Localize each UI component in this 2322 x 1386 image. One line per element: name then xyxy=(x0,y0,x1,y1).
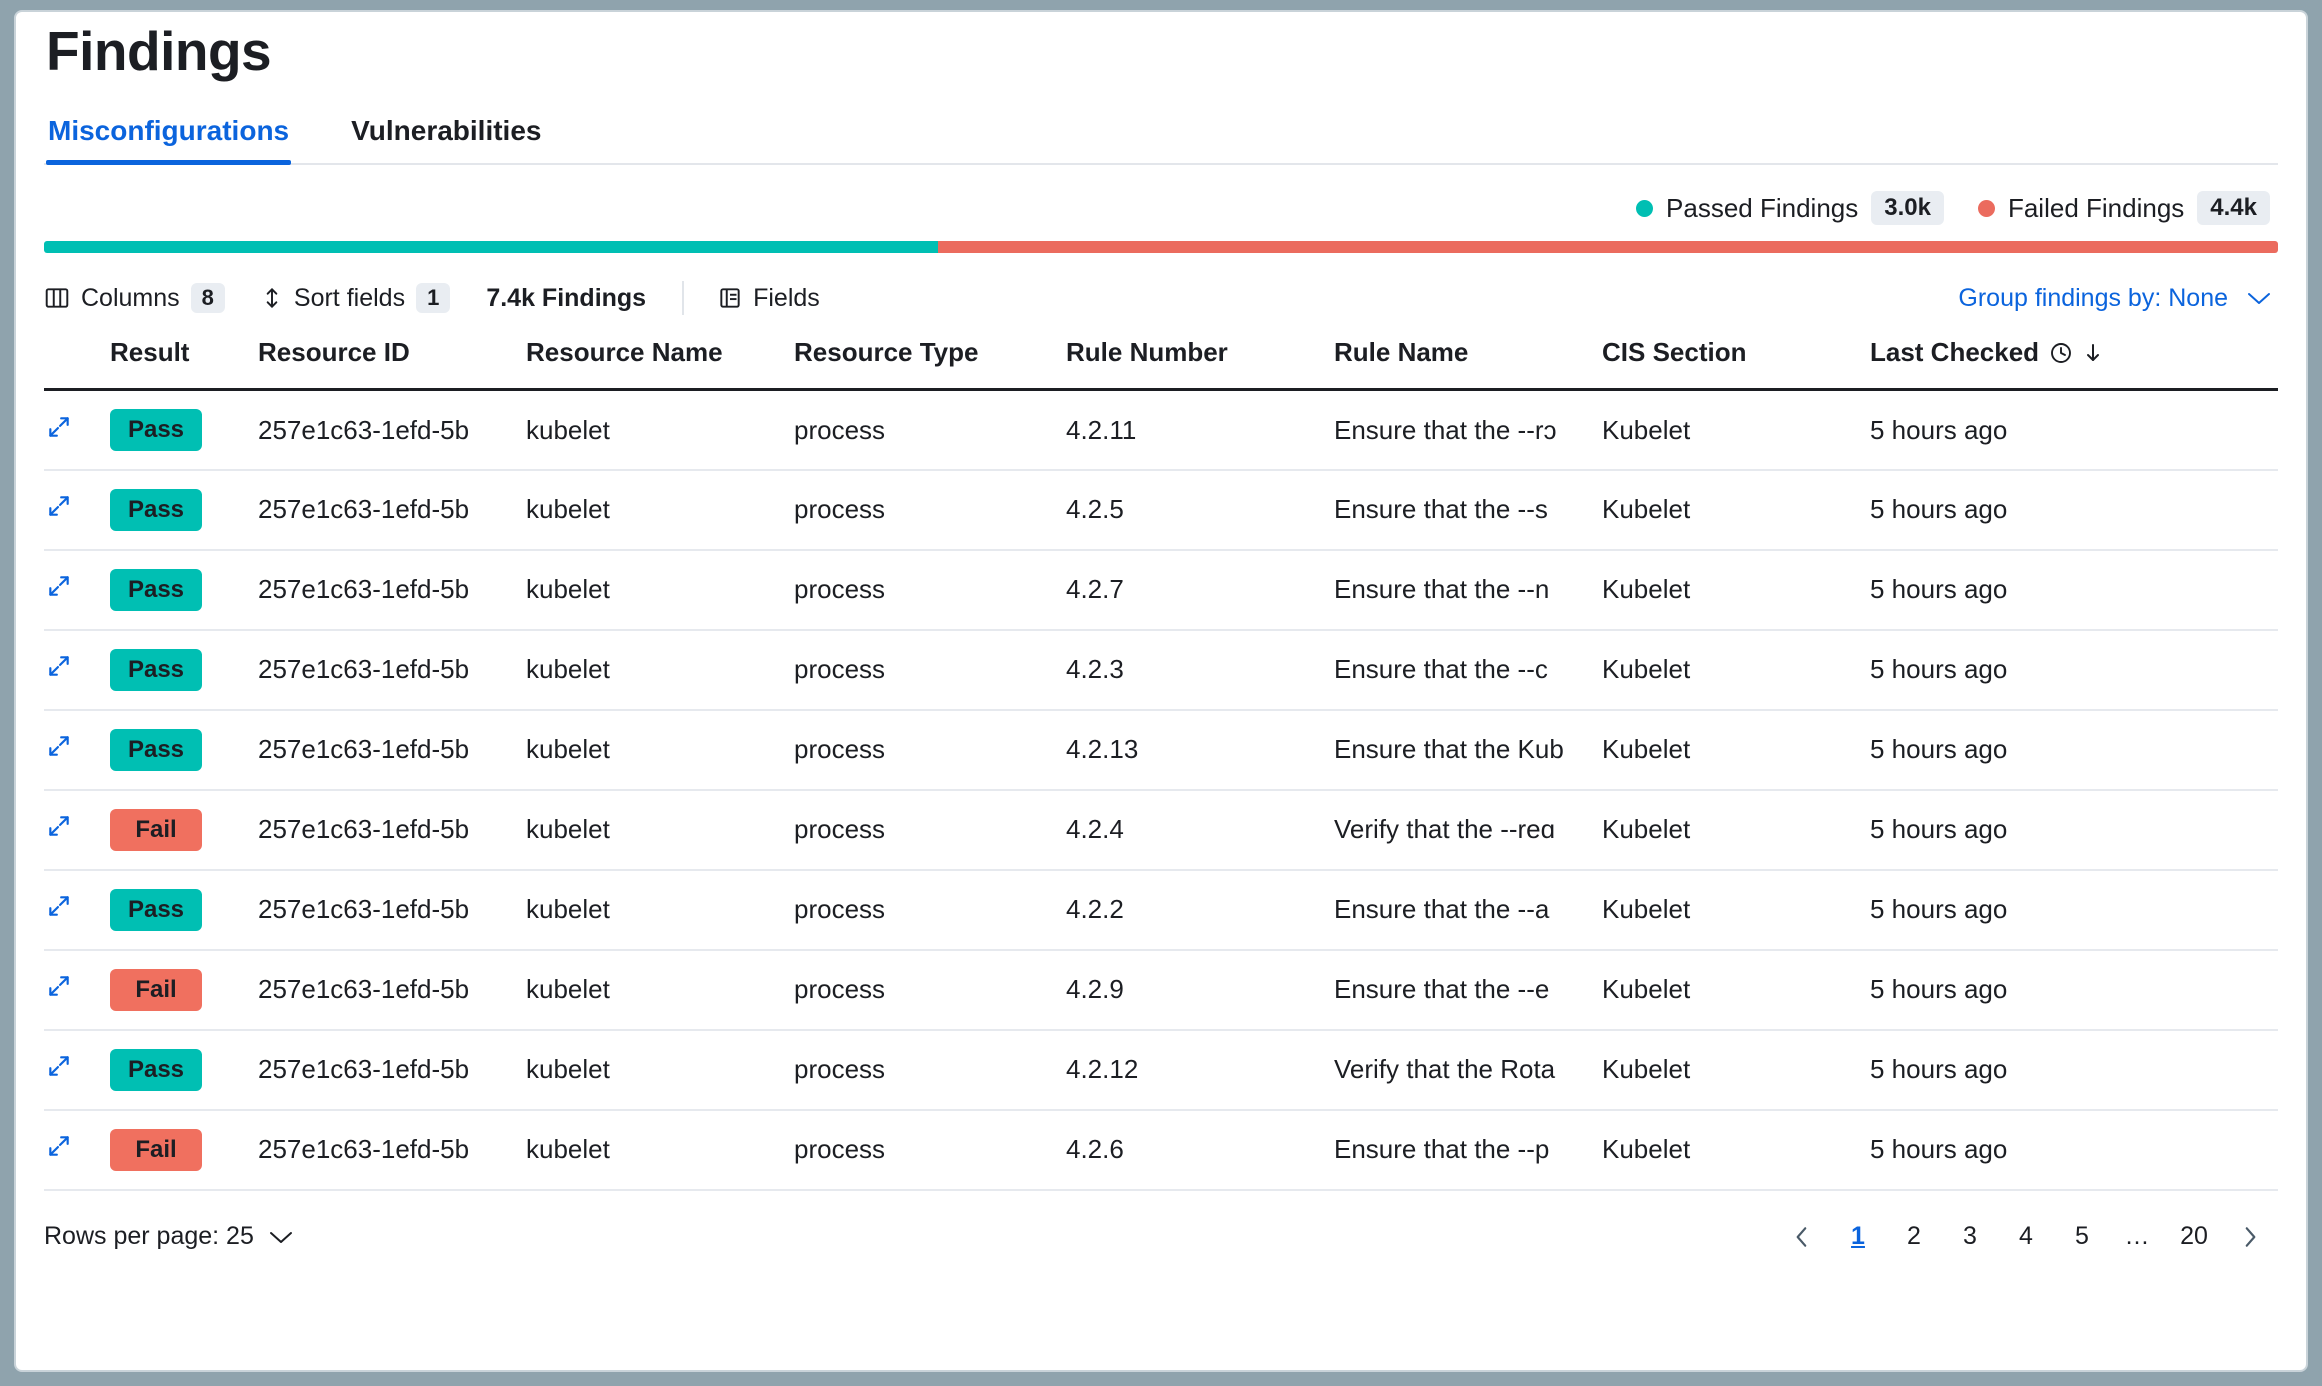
expand-row-icon[interactable] xyxy=(44,813,72,839)
rule-name-cell xyxy=(1334,710,1602,790)
rule-number-cell xyxy=(1066,1030,1334,1110)
resource-name-cell-text: kubelet xyxy=(526,654,610,685)
last-checked-cell xyxy=(1870,1110,2278,1190)
status-badge: Pass xyxy=(110,889,202,931)
rule-name-cell xyxy=(1334,470,1602,550)
cis-section-cell xyxy=(1602,870,1870,950)
rule-number-cell xyxy=(1066,630,1334,710)
resource-name-cell xyxy=(526,550,794,630)
cis-section-cell xyxy=(1602,550,1870,630)
fields-label: Fields xyxy=(753,283,820,312)
status-badge: Fail xyxy=(110,809,202,851)
resource-id-cell xyxy=(258,790,526,870)
resource-name-cell-text: kubelet xyxy=(526,1134,610,1165)
rule-name-cell-text: Ensure that the --c xyxy=(1334,654,1548,685)
rule-number-cell xyxy=(1066,470,1334,550)
last-checked-cell xyxy=(1870,470,2278,550)
cis-section-cell-text: Kubelet xyxy=(1602,814,1691,845)
header-resource-type[interactable]: Resource Type xyxy=(794,337,1066,390)
header-last-checked-label: Last Checked xyxy=(1870,337,2040,368)
cis-section-cell-text: Kubelet xyxy=(1602,494,1691,525)
page-button-4[interactable]: 4 xyxy=(2019,1222,2033,1251)
cis-section-cell-text: Kubelet xyxy=(1602,974,1691,1005)
rows-per-page-dropdown[interactable] xyxy=(44,1222,294,1251)
expand-cell xyxy=(44,630,110,710)
table-footer xyxy=(44,1213,2278,1261)
page-button-3[interactable]: 3 xyxy=(1963,1222,1977,1251)
cis-section-cell-text: Kubelet xyxy=(1602,654,1691,685)
rule-name-cell xyxy=(1334,1110,1602,1190)
columns-count-badge: 8 xyxy=(191,283,225,313)
resource-type-cell-text: process xyxy=(794,894,886,925)
rule-name-cell-text: Ensure that the --n xyxy=(1334,574,1550,605)
findings-count: 7.4k Findings xyxy=(486,283,647,312)
rule-name-cell-text: Ensure that the --e xyxy=(1334,974,1550,1005)
resource-type-cell xyxy=(794,630,1066,710)
resource-id-cell xyxy=(258,630,526,710)
last-checked-cell xyxy=(1870,870,2278,950)
expand-cell xyxy=(44,790,110,870)
table-row[interactable] xyxy=(44,950,2278,1030)
header-last-checked[interactable] xyxy=(1870,337,2278,390)
resource-type-cell-text: process xyxy=(794,1054,886,1085)
failed-dot-icon xyxy=(1978,200,1995,217)
result-cell xyxy=(110,1030,258,1110)
result-cell xyxy=(110,390,258,470)
resource-type-cell-text: process xyxy=(794,1134,886,1165)
rule-number-cell-text: 4.2.4 xyxy=(1066,814,1124,845)
resource-type-cell-text: process xyxy=(794,574,886,605)
legend-passed-label: Passed Findings xyxy=(1666,192,1859,223)
next-page-button[interactable] xyxy=(2226,1213,2274,1261)
resource-type-cell-text: process xyxy=(794,974,886,1005)
table-toolbar xyxy=(44,281,2278,315)
legend-failed[interactable] xyxy=(1978,191,2270,225)
rule-name-cell xyxy=(1334,390,1602,470)
tab-bar xyxy=(44,115,2278,165)
rows-per-page-label: Rows per page: 25 xyxy=(44,1222,254,1251)
expand-cell xyxy=(44,390,110,470)
legend-failed-label: Failed Findings xyxy=(2007,192,2185,223)
resource-id-cell-text: 257e1c63-1efd-5b xyxy=(258,574,470,605)
resource-id-cell-text: 257e1c63-1efd-5b xyxy=(258,894,470,925)
rule-number-cell-text: 4.2.6 xyxy=(1066,1134,1124,1165)
header-resource-name[interactable]: Resource Name xyxy=(526,337,794,390)
last-checked-cell-text: 5 hours ago xyxy=(1870,734,2008,765)
cis-section-cell-text: Kubelet xyxy=(1602,414,1691,445)
tab-misconfigurations[interactable]: Misconfigurations xyxy=(46,115,291,163)
cis-section-cell-text: Kubelet xyxy=(1602,894,1691,925)
rule-number-cell xyxy=(1066,1110,1334,1190)
result-cell xyxy=(110,710,258,790)
cis-section-cell xyxy=(1602,710,1870,790)
rule-number-cell-text: 4.2.11 xyxy=(1066,414,1137,445)
sort-fields-button[interactable] xyxy=(261,283,450,313)
expand-cell xyxy=(44,870,110,950)
resource-type-cell-text: process xyxy=(794,734,886,765)
cis-section-cell-text: Kubelet xyxy=(1602,1134,1691,1165)
rule-name-cell-text: Ensure that the --p xyxy=(1334,1134,1550,1165)
rule-name-cell-text: Ensure that the --s xyxy=(1334,494,1548,525)
rule-name-cell xyxy=(1334,550,1602,630)
page-title: Findings xyxy=(46,20,272,82)
resource-name-cell-text: kubelet xyxy=(526,974,610,1005)
rule-number-cell-text: 4.2.12 xyxy=(1066,1054,1139,1085)
page-ellipsis: … xyxy=(2124,1222,2152,1251)
table-row[interactable] xyxy=(44,710,2278,790)
pagination xyxy=(1774,1213,2278,1261)
last-checked-cell-text: 5 hours ago xyxy=(1870,1134,2008,1165)
findings-app-window xyxy=(14,10,2308,1372)
pass-fail-bar xyxy=(44,241,2278,253)
expand-row-icon[interactable] xyxy=(44,1053,72,1079)
resource-name-cell-text: kubelet xyxy=(526,894,610,925)
resource-type-cell xyxy=(794,1110,1066,1190)
result-cell xyxy=(110,470,258,550)
result-cell xyxy=(110,1110,258,1190)
resource-name-cell xyxy=(526,790,794,870)
rule-name-cell-text: Ensure that the Kub xyxy=(1334,734,1564,765)
expand-cell xyxy=(44,1110,110,1190)
resource-name-cell-text: kubelet xyxy=(526,1054,610,1085)
resource-type-cell xyxy=(794,870,1066,950)
last-checked-cell xyxy=(1870,710,2278,790)
pass-bar-segment xyxy=(44,241,938,253)
resource-name-cell xyxy=(526,390,794,470)
sort-fields-label: Sort fields xyxy=(293,283,406,312)
rule-number-cell-text: 4.2.2 xyxy=(1066,894,1124,925)
columns-icon xyxy=(44,285,70,311)
rule-name-cell xyxy=(1334,1030,1602,1110)
expand-row-icon[interactable] xyxy=(44,973,72,999)
expand-row-icon[interactable] xyxy=(44,893,72,919)
expand-row-icon[interactable] xyxy=(44,493,72,519)
resource-type-cell-text: process xyxy=(794,654,886,685)
findings-legend xyxy=(44,191,2278,225)
table-body xyxy=(44,390,2278,1190)
rule-name-cell-text: Verify that the Rota xyxy=(1334,1054,1556,1085)
cis-section-cell xyxy=(1602,790,1870,870)
last-checked-cell-text: 5 hours ago xyxy=(1870,414,2008,445)
last-checked-cell-text: 5 hours ago xyxy=(1870,494,2008,525)
resource-name-cell-text: kubelet xyxy=(526,814,610,845)
resource-type-cell xyxy=(794,710,1066,790)
rule-number-cell xyxy=(1066,550,1334,630)
header-resource-id[interactable]: Resource ID xyxy=(258,337,526,390)
resource-id-cell-text: 257e1c63-1efd-5b xyxy=(258,1054,470,1085)
resource-id-cell-text: 257e1c63-1efd-5b xyxy=(258,734,470,765)
rule-number-cell xyxy=(1066,790,1334,870)
cis-section-cell xyxy=(1602,390,1870,470)
rule-number-cell xyxy=(1066,950,1334,1030)
expand-row-icon[interactable] xyxy=(44,1133,72,1159)
resource-name-cell xyxy=(526,470,794,550)
result-cell xyxy=(110,950,258,1030)
resource-name-cell-text: kubelet xyxy=(526,414,610,445)
status-badge: Pass xyxy=(110,569,202,611)
columns-button[interactable] xyxy=(44,283,225,313)
resource-name-cell-text: kubelet xyxy=(526,574,610,605)
page-button-20[interactable]: 20 xyxy=(2180,1222,2208,1251)
page-button-2[interactable]: 2 xyxy=(1907,1222,1921,1251)
resource-id-cell-text: 257e1c63-1efd-5b xyxy=(258,654,470,685)
rule-number-cell-text: 4.2.5 xyxy=(1066,494,1124,525)
resource-type-cell xyxy=(794,950,1066,1030)
resource-id-cell xyxy=(258,1030,526,1110)
rule-name-cell-text: Verify that the --reɑ xyxy=(1334,814,1556,845)
result-cell xyxy=(110,870,258,950)
table-row[interactable] xyxy=(44,790,2278,870)
page-button-1[interactable]: 1 xyxy=(1851,1222,1865,1251)
last-checked-cell-text: 5 hours ago xyxy=(1870,1054,2008,1085)
expand-row-icon[interactable] xyxy=(44,414,72,440)
expand-cell xyxy=(44,1030,110,1110)
expand-cell xyxy=(44,550,110,630)
chevron-down-icon xyxy=(2246,290,2272,306)
table-row[interactable] xyxy=(44,630,2278,710)
resource-name-cell xyxy=(526,870,794,950)
toolbar-divider xyxy=(682,281,684,315)
passed-dot-icon xyxy=(1636,200,1653,217)
status-badge: Fail xyxy=(110,1129,202,1171)
rule-number-cell-text: 4.2.3 xyxy=(1066,654,1124,685)
resource-id-cell-text: 257e1c63-1efd-5b xyxy=(258,814,470,845)
status-badge: Pass xyxy=(110,649,202,691)
rule-name-cell xyxy=(1334,870,1602,950)
table-header-row xyxy=(44,337,2278,390)
legend-passed[interactable] xyxy=(1636,191,1944,225)
resource-id-cell-text: 257e1c63-1efd-5b xyxy=(258,414,470,445)
last-checked-cell xyxy=(1870,1030,2278,1110)
rule-name-cell-text: Ensure that the --rɔ xyxy=(1334,414,1557,445)
expand-row-icon[interactable] xyxy=(44,733,72,759)
resource-id-cell xyxy=(258,710,526,790)
last-checked-cell-text: 5 hours ago xyxy=(1870,574,2008,605)
resource-id-cell xyxy=(258,550,526,630)
expand-cell xyxy=(44,710,110,790)
resource-id-cell-text: 257e1c63-1efd-5b xyxy=(258,494,470,525)
rule-number-cell xyxy=(1066,710,1334,790)
result-cell xyxy=(110,630,258,710)
rule-number-cell-text: 4.2.13 xyxy=(1066,734,1139,765)
page-button-5[interactable]: 5 xyxy=(2075,1222,2089,1251)
rule-number-cell xyxy=(1066,870,1334,950)
result-cell xyxy=(110,790,258,870)
resource-name-cell xyxy=(526,710,794,790)
resource-type-cell xyxy=(794,790,1066,870)
header-result[interactable]: Result xyxy=(110,337,258,390)
last-checked-cell xyxy=(1870,390,2278,470)
resource-type-cell xyxy=(794,1030,1066,1110)
rule-name-cell xyxy=(1334,630,1602,710)
table-row[interactable] xyxy=(44,1030,2278,1110)
cis-section-cell xyxy=(1602,1110,1870,1190)
last-checked-cell xyxy=(1870,630,2278,710)
header-rule-name[interactable]: Rule Name xyxy=(1334,337,1602,390)
cis-section-cell xyxy=(1602,1030,1870,1110)
resource-name-cell xyxy=(526,1110,794,1190)
rule-name-cell-text: Ensure that the --a xyxy=(1334,894,1550,925)
resource-name-cell xyxy=(526,1030,794,1110)
expand-row-icon[interactable] xyxy=(44,653,72,679)
resource-type-cell xyxy=(794,390,1066,470)
sort-descending-icon xyxy=(2083,341,2103,365)
fields-button[interactable] xyxy=(718,284,820,313)
header-cis-section[interactable]: CIS Section xyxy=(1602,337,1870,390)
table-row[interactable] xyxy=(44,870,2278,950)
resource-name-cell-text: kubelet xyxy=(526,734,610,765)
group-findings-by-dropdown[interactable] xyxy=(1958,284,2278,313)
resource-type-cell-text: process xyxy=(794,414,886,445)
status-badge: Pass xyxy=(110,729,202,771)
last-checked-cell xyxy=(1870,950,2278,1030)
expand-cell xyxy=(44,950,110,1030)
resource-id-cell xyxy=(258,390,526,470)
status-badge: Fail xyxy=(110,969,202,1011)
findings-table xyxy=(44,337,2278,1191)
sort-icon xyxy=(261,285,283,311)
table-row[interactable] xyxy=(44,390,2278,470)
status-badge: Pass xyxy=(110,409,202,451)
result-cell xyxy=(110,550,258,630)
expand-cell xyxy=(44,470,110,550)
table-row[interactable] xyxy=(44,550,2278,630)
resource-type-cell-text: process xyxy=(794,494,886,525)
status-badge: Pass xyxy=(110,489,202,531)
resource-id-cell-text: 257e1c63-1efd-5b xyxy=(258,974,470,1005)
rule-name-cell xyxy=(1334,790,1602,870)
cis-section-cell xyxy=(1602,950,1870,1030)
fail-bar-segment xyxy=(938,241,2278,253)
cis-section-cell xyxy=(1602,630,1870,710)
status-badge: Pass xyxy=(110,1049,202,1091)
previous-page-button[interactable] xyxy=(1778,1213,1826,1261)
last-checked-cell-text: 5 hours ago xyxy=(1870,814,2008,845)
resource-name-cell xyxy=(526,630,794,710)
sort-fields-count-badge: 1 xyxy=(416,283,450,313)
tab-vulnerabilities[interactable]: Vulnerabilities xyxy=(351,115,542,147)
cis-section-cell-text: Kubelet xyxy=(1602,734,1691,765)
last-checked-cell xyxy=(1870,790,2278,870)
last-checked-cell-text: 5 hours ago xyxy=(1870,654,2008,685)
rule-name-cell xyxy=(1334,950,1602,1030)
resource-id-cell xyxy=(258,470,526,550)
resource-id-cell xyxy=(258,870,526,950)
header-rule-number[interactable]: Rule Number xyxy=(1066,337,1334,390)
last-checked-cell-text: 5 hours ago xyxy=(1870,974,2008,1005)
resource-id-cell-text: 257e1c63-1efd-5b xyxy=(258,1134,470,1165)
chevron-down-icon xyxy=(268,1229,294,1245)
rule-number-cell xyxy=(1066,390,1334,470)
last-checked-cell xyxy=(1870,550,2278,630)
resource-type-cell xyxy=(794,470,1066,550)
rule-number-cell-text: 4.2.9 xyxy=(1066,974,1124,1005)
group-findings-by-label: Group findings by: None xyxy=(1958,283,2228,312)
legend-passed-count: 3.0k xyxy=(1871,191,1944,225)
resource-type-cell xyxy=(794,550,1066,630)
resource-name-cell-text: kubelet xyxy=(526,494,610,525)
expand-row-icon[interactable] xyxy=(44,573,72,599)
resource-id-cell xyxy=(258,1110,526,1190)
table-row[interactable] xyxy=(44,470,2278,550)
cis-section-cell-text: Kubelet xyxy=(1602,574,1691,605)
last-checked-cell-text: 5 hours ago xyxy=(1870,894,2008,925)
legend-failed-count: 4.4k xyxy=(2197,191,2270,225)
resource-name-cell xyxy=(526,950,794,1030)
fields-icon xyxy=(718,285,742,311)
resource-type-cell-text: process xyxy=(794,814,886,845)
clock-icon xyxy=(2049,341,2073,365)
cis-section-cell xyxy=(1602,470,1870,550)
table-row[interactable] xyxy=(44,1110,2278,1190)
rule-number-cell-text: 4.2.7 xyxy=(1066,574,1124,605)
columns-label: Columns xyxy=(81,283,180,312)
cis-section-cell-text: Kubelet xyxy=(1602,1054,1691,1085)
resource-id-cell xyxy=(258,950,526,1030)
header-expand xyxy=(44,337,110,390)
